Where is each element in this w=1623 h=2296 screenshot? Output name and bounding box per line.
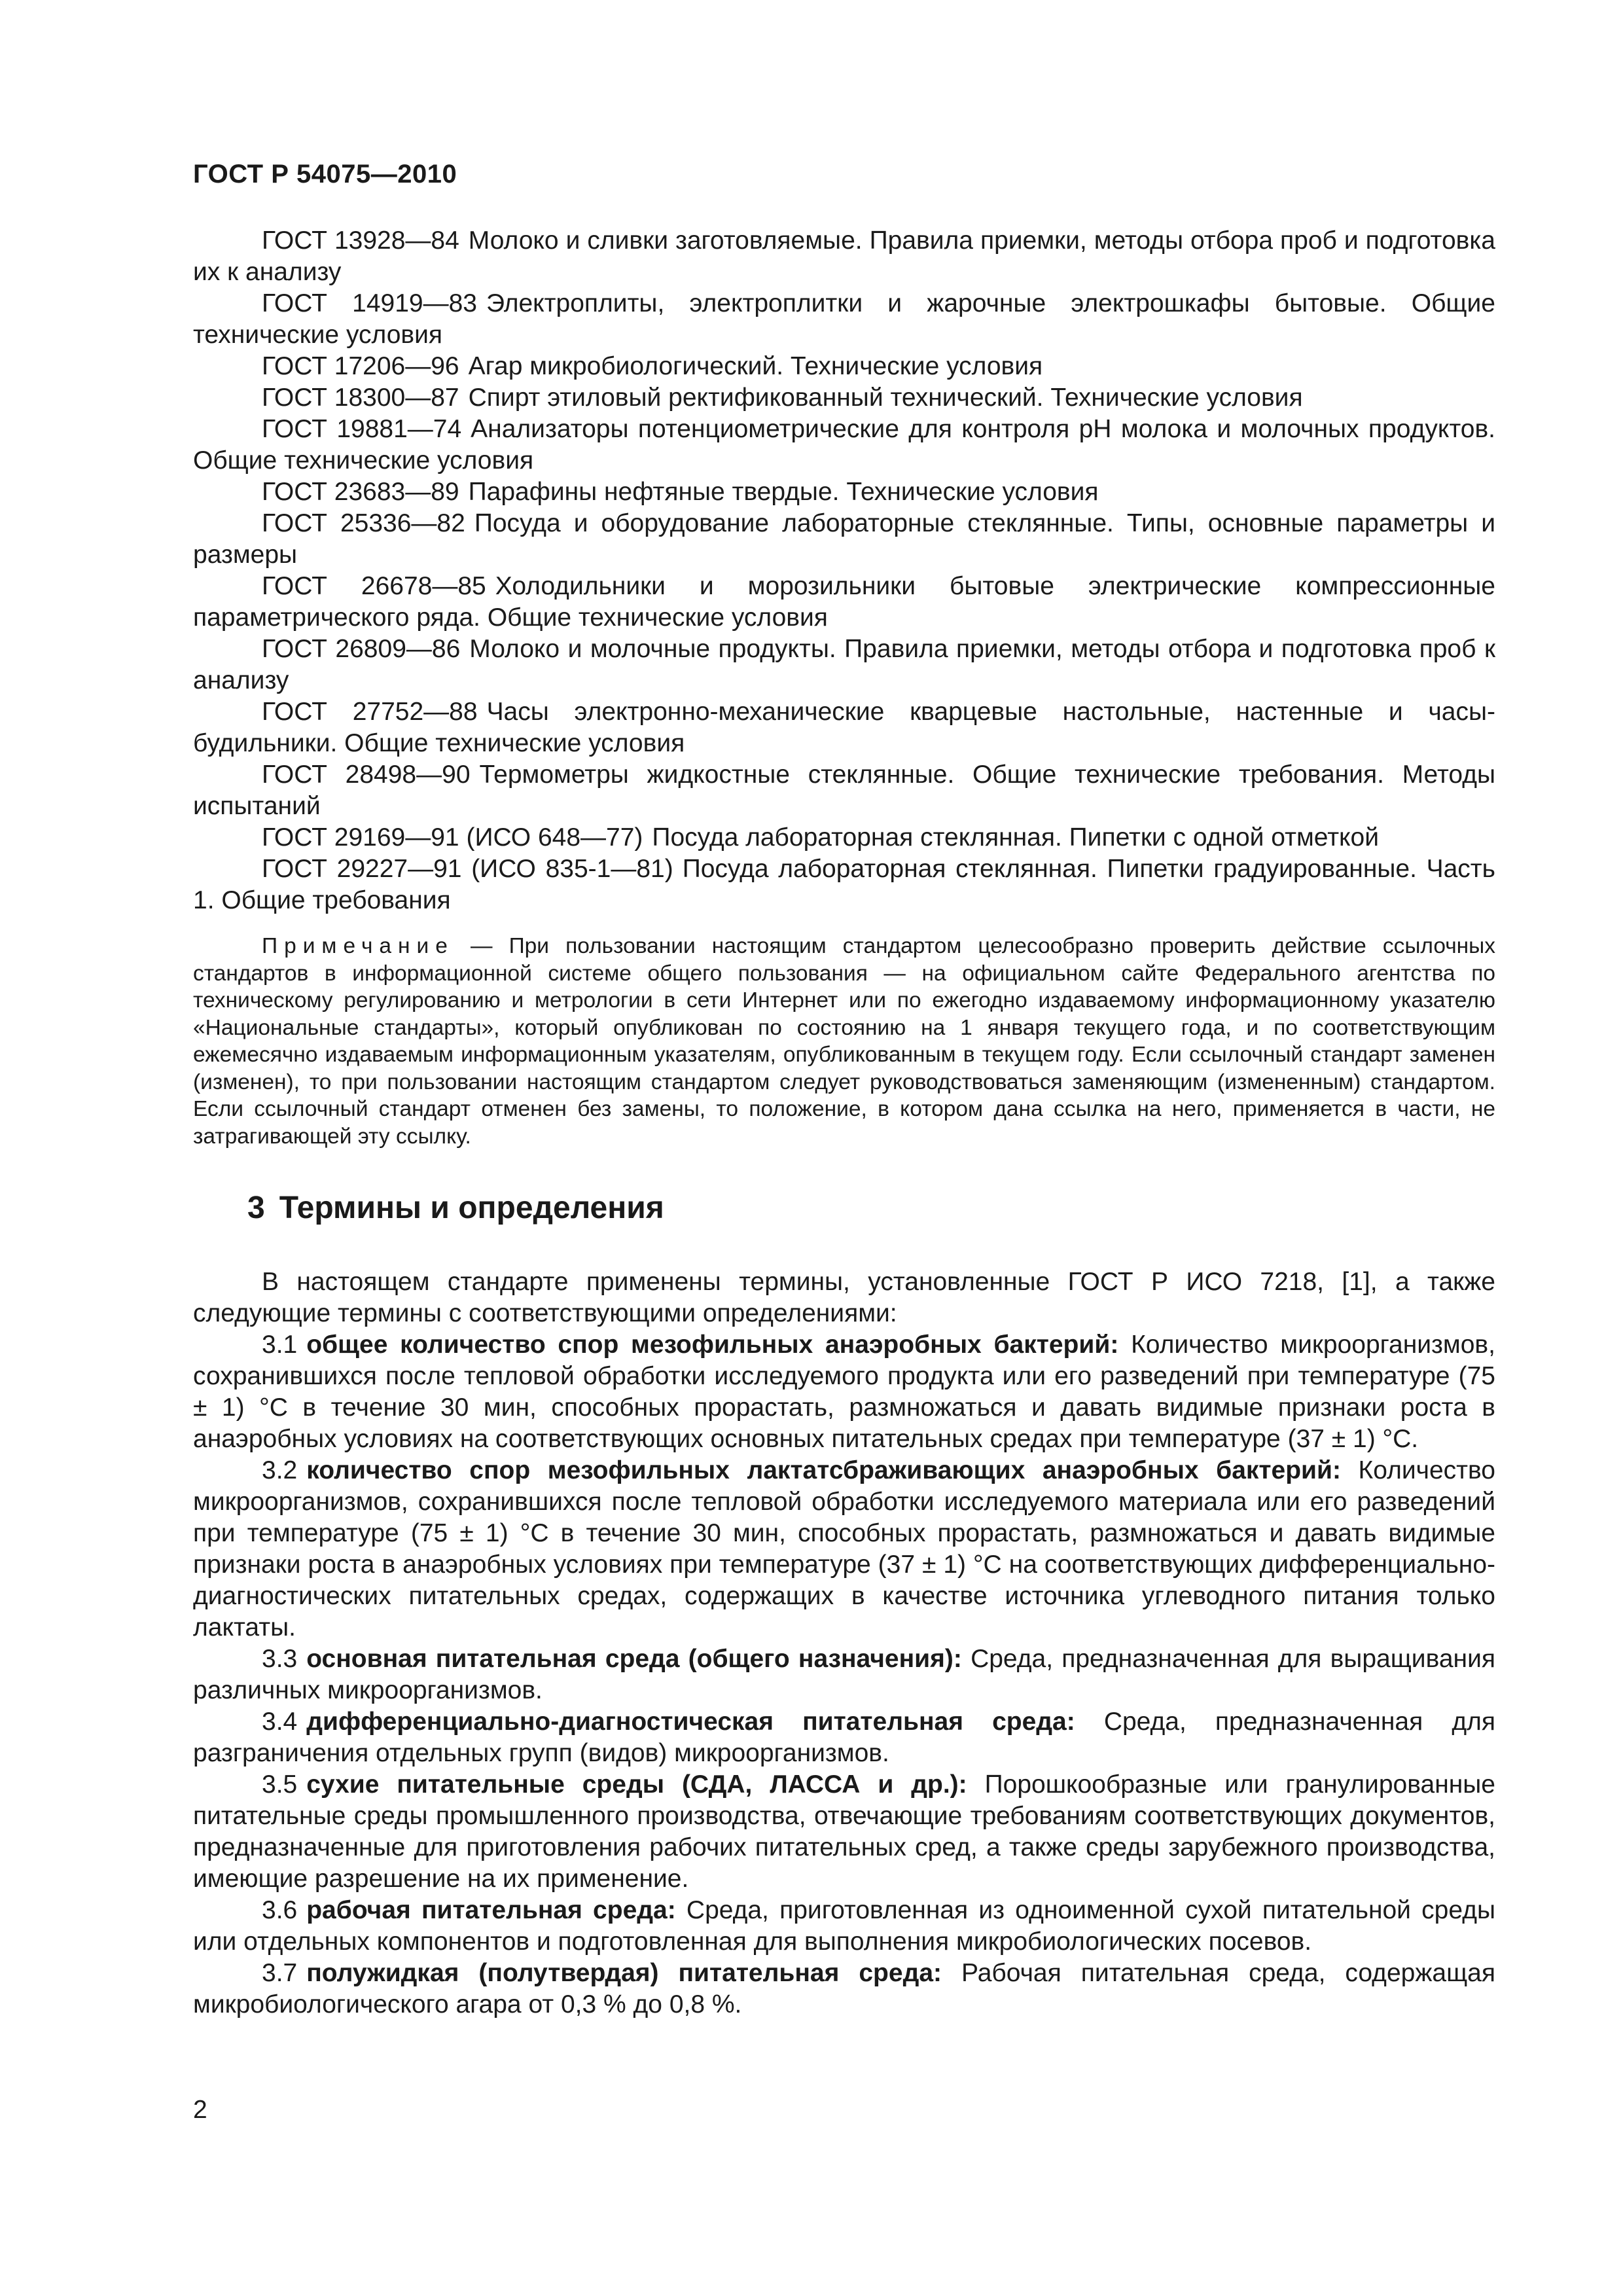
section-heading xyxy=(247,1190,664,1226)
reference-code: ГОСТ 25336—82 xyxy=(262,509,465,537)
term-definition: Количество микроорганизмов, сохранившихся после тепловой обработки исследуемого продукта или его разведений при температуре (75 ± 1) °С в течение 30 мин, способных прорастать, размножаться и давать видимые признаки роста в анаэробных условиях на соответствующих основных питательных средах при температуре (37 ± 1) °С. xyxy=(193,1331,1495,1453)
reference-item xyxy=(193,476,1495,508)
term-entry xyxy=(193,1455,1495,1643)
reference-title: Посуда лабораторная стеклянная. Пипетки градуированные. Часть 1. Общие требования xyxy=(193,855,1495,914)
reference-code: ГОСТ 27752—88 xyxy=(262,698,478,726)
term-definition: Среда, предназначенная для выращивания различных микроорганизмов. xyxy=(193,1645,1495,1704)
reference-title: Молоко и молочные продукты. Правила приемки, методы отбора и подготовка проб к анализу xyxy=(193,635,1496,694)
terms-list xyxy=(193,1266,1495,2020)
reference-code: ГОСТ 23683—89 xyxy=(262,478,459,506)
reference-item xyxy=(193,571,1495,634)
term-definition: Количество микроорганизмов, сохранившихся после тепловой обработки исследуемого материала или его разведений при температуре (75 ± 1) °С в течение 30 мин, способных прорастать, размножаться и давать видимые признаки роста в анаэробных условиях при температуре (37 ± 1) °С на соответствующих дифференциально-диагностических питательных средах, содержащих в качестве источника углеводного питания только лактаты. xyxy=(193,1456,1495,1641)
term-definition: Рабочая питательная среда, содержащая микробиологического агара от 0,3 % до 0,8 %. xyxy=(193,1959,1495,2018)
term-name: общее количество спор мезофильных анаэробных бактерий: xyxy=(306,1331,1119,1359)
term-number: 3.1 xyxy=(262,1331,298,1359)
reference-item xyxy=(193,853,1495,916)
reference-item xyxy=(193,759,1495,822)
reference-title: Спирт этиловый ректификованный технический. Технические условия xyxy=(468,384,1303,412)
reference-item xyxy=(193,414,1495,476)
reference-code: ГОСТ 13928—84 xyxy=(262,226,459,255)
term-name: основная питательная среда (общего назначения): xyxy=(306,1645,962,1673)
intro-paragraph: В настоящем стандарте применены термины, установленные ГОСТ Р ИСО 7218, [1], а также следующие термины с соответствующими определениями: xyxy=(193,1268,1495,1327)
term-number: 3.6 xyxy=(262,1896,298,1924)
reference-title: Молоко и сливки заготовляемые. Правила приемки, методы отбора проб и подготовка их к анализу xyxy=(193,226,1495,286)
reference-title: Парафины нефтяные твердые. Технические условия xyxy=(468,478,1099,506)
term-number: 3.5 xyxy=(262,1770,298,1799)
reference-code: ГОСТ 28498—90 xyxy=(262,761,471,789)
reference-item xyxy=(193,822,1495,853)
reference-code: ГОСТ 19881—74 xyxy=(262,415,462,443)
page-number: 2 xyxy=(193,2096,207,2124)
reference-code: ГОСТ 17206—96 xyxy=(262,352,459,380)
term-entry xyxy=(193,1706,1495,1769)
note-paragraph xyxy=(193,933,1495,1150)
term-number: 3.3 xyxy=(262,1645,298,1673)
reference-item xyxy=(193,225,1495,288)
reference-code: ГОСТ 18300—87 xyxy=(262,384,459,412)
reference-title: Анализаторы потенциометрические для контроля pH молока и молочных продуктов. Общие технические условия xyxy=(193,415,1495,475)
reference-title: Электроплиты, электроплитки и жарочные электрошкафы бытовые. Общие технические условия xyxy=(193,289,1495,349)
reference-item xyxy=(193,351,1495,382)
reference-item xyxy=(193,508,1495,571)
reference-title: Агар микробиологический. Технические условия xyxy=(468,352,1043,380)
term-number: 3.7 xyxy=(262,1959,298,1987)
term-entry xyxy=(193,1329,1495,1455)
term-name: количество спор мезофильных лактатсбраживающих анаэробных бактерий: xyxy=(306,1456,1341,1484)
section-number: 3 xyxy=(247,1191,265,1225)
reference-title: Термометры жидкостные стеклянные. Общие технические требования. Методы испытаний xyxy=(193,761,1495,820)
reference-code: ГОСТ 14919—83 xyxy=(262,289,477,317)
term-name: полужидкая (полутвердая) питательная среда: xyxy=(306,1959,942,1987)
document-header: ГОСТ Р 54075—2010 xyxy=(193,160,457,188)
reference-title: Посуда и оборудование лабораторные стеклянные. Типы, основные параметры и размеры xyxy=(193,509,1495,569)
term-entry xyxy=(193,1895,1495,1958)
reference-title: Часы электронно-механические кварцевые настольные, настенные и часы-будильники. Общие технические условия xyxy=(193,698,1495,757)
term-definition: Порошкообразные или гранулированные питательные среды промышленного производства, отвечающие требованиям соответствующих документов, предназначенные для приготовления рабочих питательных сред, а также среды зарубежного производства, имеющие разрешение на их применение. xyxy=(193,1770,1495,1893)
note-text: — При пользовании настоящим стандартом целесообразно проверить действие ссылочных стандартов в информационной системе общего пользования — на официальном сайте Федерального агентства по техническому регулированию и метрологии в сети Интернет или по ежегодно издаваемому информационному указателю «Национальные стандарты», который опубликован по состоянию на 1 января текущего года, и по соответствующим ежемесячно издаваемым информационным указателям, опубликованным в текущем году. Если ссылочный стандарт заменен (изменен), то при пользовании настоящим стандартом следует руководствоваться заменяющим (измененным) стандартом. Если ссылочный стандарт отменен без замены, то положение, в котором дана ссылка на него, применяется в части, не затрагивающей эту ссылку. xyxy=(193,934,1495,1149)
term-definition: Среда, предназначенная для разграничения отдельных групп (видов) микроорганизмов. xyxy=(193,1708,1495,1767)
term-name: сухие питательные среды (СДА, ЛАССА и др.): xyxy=(306,1770,967,1799)
term-definition: Среда, приготовленная из одноименной сухой питательной среды или отдельных компонентов и подготовленная для выполнения микробиологических посевов. xyxy=(193,1896,1495,1956)
term-entry xyxy=(193,1643,1495,1706)
reference-title: Холодильники и морозильники бытовые электрические компрессионные параметрического ряда. Общие технические условия xyxy=(193,572,1495,632)
reference-title: Посуда лабораторная стеклянная. Пипетки с одной отметкой xyxy=(652,823,1380,852)
term-entry xyxy=(193,1958,1495,2020)
reference-code: ГОСТ 26678—85 xyxy=(262,572,486,600)
reference-item xyxy=(193,634,1495,696)
term-name: рабочая питательная среда: xyxy=(306,1896,676,1924)
reference-item xyxy=(193,696,1495,759)
term-name: дифференциально-диагностическая питательная среда: xyxy=(306,1708,1075,1736)
reference-item xyxy=(193,288,1495,351)
reference-code: ГОСТ 26809—86 xyxy=(262,635,461,663)
term-entry xyxy=(193,1769,1495,1895)
note-label: Примечание xyxy=(262,934,454,958)
reference-item xyxy=(193,382,1495,414)
term-number: 3.2 xyxy=(262,1456,298,1484)
term-number: 3.4 xyxy=(262,1708,298,1736)
normative-references-list xyxy=(193,225,1495,916)
reference-code: ГОСТ 29227—91 (ИСО 835-1—81) xyxy=(262,855,673,883)
reference-code: ГОСТ 29169—91 (ИСО 648—77) xyxy=(262,823,643,852)
section-title: Термины и определения xyxy=(279,1191,664,1225)
